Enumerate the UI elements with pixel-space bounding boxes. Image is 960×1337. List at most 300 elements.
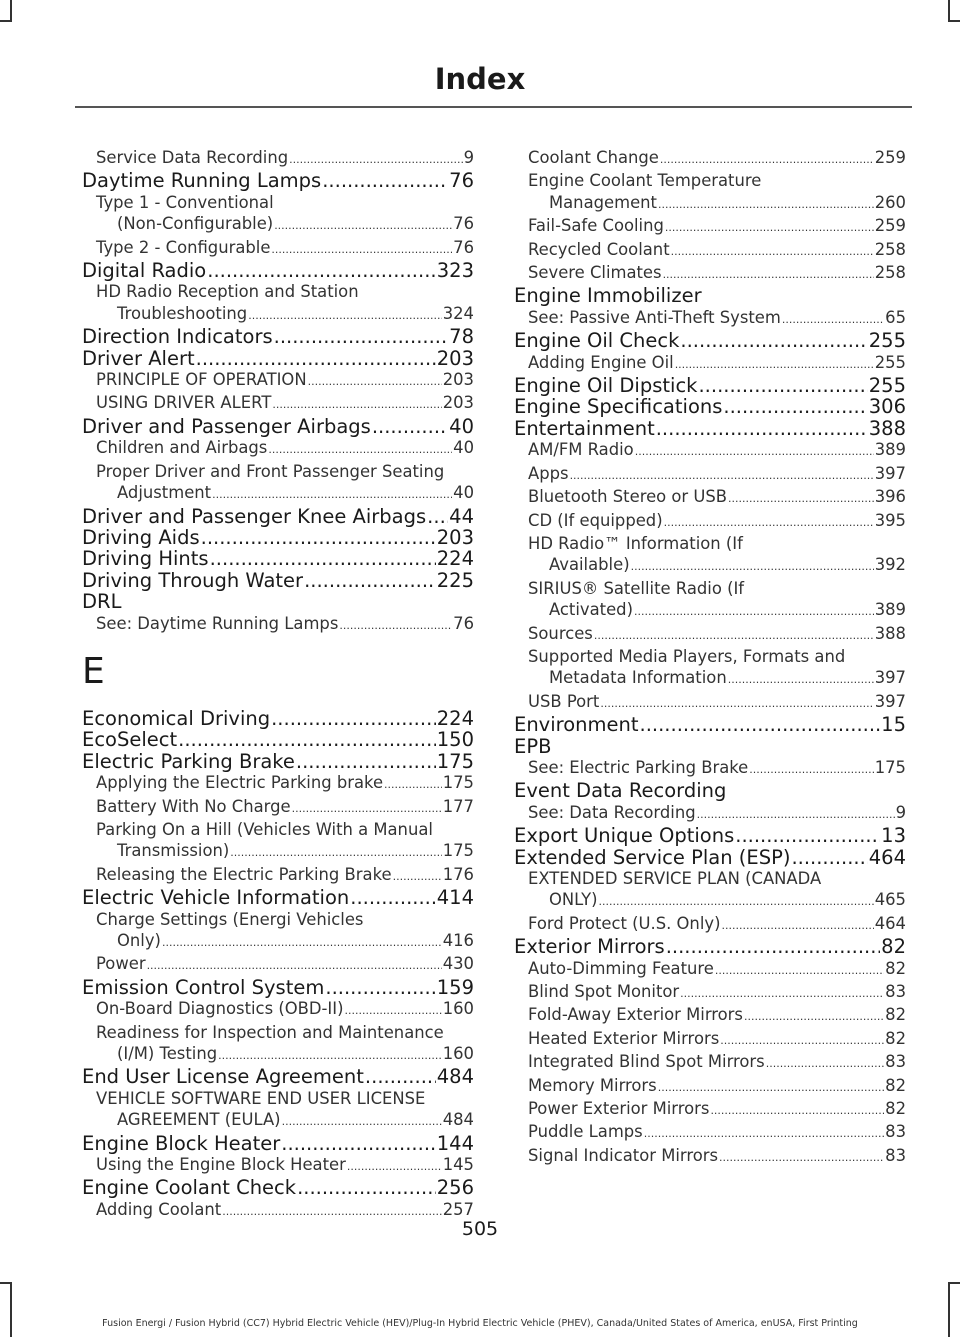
- entry-text: Fail-Safe Cooling: [528, 216, 664, 236]
- dot-leader: [720, 1030, 884, 1051]
- entry-page-number: 145: [442, 1155, 474, 1175]
- crop-mark-top-left-v: [10, 0, 12, 22]
- index-subentry: [514, 1098, 906, 1121]
- dot-leader: [212, 484, 452, 505]
- entry-text: Troubleshooting: [117, 303, 248, 323]
- entry-text: Event Data Recording: [514, 779, 727, 803]
- dot-leader: [325, 977, 435, 998]
- entry-text: DRL: [82, 590, 122, 614]
- index-entry: [514, 780, 906, 801]
- index-subentry: [82, 437, 474, 460]
- index-subentry: [514, 868, 906, 913]
- dot-leader: [393, 866, 442, 887]
- index-entry: [514, 375, 906, 396]
- index-entry: [82, 416, 474, 437]
- entry-page-number: 175: [442, 773, 474, 793]
- entry-page-number: 203: [436, 525, 474, 549]
- index-entry: [82, 170, 474, 191]
- dot-leader: [218, 1045, 442, 1066]
- entry-text: (I/M) Testing: [117, 1044, 218, 1064]
- dot-leader: [282, 1111, 442, 1132]
- entry-page-number: 203: [442, 393, 474, 413]
- entry-text: Engine Block Heater: [82, 1131, 281, 1155]
- entry-text: Economical Driving: [82, 706, 271, 730]
- index-subentry: [82, 1088, 474, 1133]
- index-subentry: [514, 757, 906, 780]
- entry-page-number: 176: [442, 864, 474, 884]
- index-entry: [82, 887, 474, 908]
- entry-page-number: 44: [449, 504, 474, 528]
- index-subentry: [514, 646, 906, 691]
- index-subentry: [82, 953, 474, 976]
- index-subentry: [514, 1145, 906, 1168]
- entry-text: Recycled Coolant: [528, 239, 670, 259]
- entry-text: See: Daytime Running Lamps: [96, 613, 339, 633]
- index-subentry: [82, 1154, 474, 1177]
- entry-text: Engine Specifications: [514, 395, 723, 419]
- dot-leader: [719, 1147, 884, 1168]
- dot-leader: [297, 1177, 436, 1198]
- entry-page-number: 388: [874, 623, 906, 643]
- index-entry: [514, 736, 906, 757]
- entry-text: Adding Coolant: [96, 1199, 222, 1219]
- index-entry: [514, 285, 906, 306]
- entry-page-number: 255: [868, 374, 906, 398]
- dot-leader: [230, 842, 441, 863]
- entry-page-number: 40: [453, 438, 474, 458]
- dot-leader: [304, 570, 436, 591]
- index-subentry: [514, 352, 906, 375]
- index-subentry: [82, 909, 474, 954]
- dot-leader: [289, 149, 462, 170]
- entry-text: Environment: [514, 713, 639, 737]
- index-subentry: [82, 147, 474, 170]
- index-entry: [82, 729, 474, 750]
- entry-text: Power: [96, 954, 146, 974]
- dot-leader: [339, 615, 452, 636]
- entry-text: Puddle Lamps: [528, 1122, 643, 1142]
- entry-text: CD (If equipped): [528, 510, 663, 530]
- dot-leader: [697, 804, 895, 825]
- entry-text: Only): [117, 931, 161, 950]
- footer-text: Fusion Energi / Fusion Hybrid (CC7) Hybrid Electric Vehicle (HEV)/Plug-In Hybrid Electric Vehicle (PHEV), Canada/United States of America, enUSA, First Printing: [102, 1318, 858, 1329]
- entry-page-number: 144: [436, 1131, 474, 1155]
- entry-text: Signal Indicator Mirrors: [528, 1145, 719, 1165]
- entry-page-number: 13: [881, 824, 906, 848]
- index-entry: [514, 330, 906, 351]
- index-subentry: [82, 392, 474, 415]
- index-subentry: [82, 796, 474, 819]
- entry-text: Integrated Blind Spot Mirrors: [528, 1052, 765, 1072]
- dot-leader: [658, 194, 874, 215]
- entry-page-number: 224: [436, 547, 474, 571]
- entry-page-number: 430: [442, 954, 474, 974]
- entry-text: Sources: [528, 623, 593, 643]
- entry-text: Driving Hints: [82, 547, 209, 571]
- index-entry: [514, 936, 906, 957]
- entry-text: Using the Engine Block Heater: [96, 1155, 346, 1175]
- entry-page-number: 389: [874, 440, 906, 460]
- entry-page-number: 82: [885, 1028, 906, 1048]
- dot-leader: [749, 759, 873, 780]
- entry-text: AGREEMENT (EULA): [117, 1110, 281, 1130]
- dot-leader: [640, 714, 881, 735]
- entry-text: Daytime Running Lamps: [82, 169, 322, 193]
- index-subentry: [82, 864, 474, 887]
- entry-text: Bluetooth Stereo or USB: [528, 487, 728, 507]
- crop-mark-top-right-v: [948, 0, 950, 22]
- dot-leader: [296, 751, 436, 772]
- entry-text: Engine Immobilizer: [514, 284, 702, 308]
- entry-page-number: 397: [874, 463, 906, 483]
- dot-leader: [663, 264, 874, 285]
- dot-leader: [344, 1000, 441, 1021]
- index-entry: [82, 1177, 474, 1198]
- index-subentry: [514, 958, 906, 981]
- entry-text: Heated Exterior Mirrors: [528, 1028, 720, 1048]
- entry-text: HD Radio™ Information (If: [528, 533, 743, 553]
- dot-leader: [744, 1006, 884, 1027]
- entry-page-number: 258: [874, 239, 906, 259]
- entry-text: See: Electric Parking Brake: [528, 757, 749, 777]
- index-entry: [82, 260, 474, 281]
- entry-page-number: 397: [874, 668, 906, 688]
- entry-text: (Non-Configurable): [117, 214, 274, 234]
- index-subentry: [82, 237, 474, 260]
- entry-text: AM/FM Radio: [528, 440, 634, 460]
- entry-page-number: 306: [868, 395, 906, 419]
- entry-text: HD Radio Reception and Station: [96, 282, 359, 302]
- entry-page-number: 76: [453, 613, 474, 633]
- entry-text: Driving Aids: [82, 525, 200, 549]
- index-subentry: [514, 1075, 906, 1098]
- dot-leader: [728, 669, 874, 690]
- entry-text: Electric Parking Brake: [82, 749, 295, 773]
- entry-text: See: Passive Anti-Theft System: [528, 307, 781, 327]
- entry-page-number: 150: [436, 728, 474, 752]
- dot-leader: [248, 305, 442, 326]
- dot-leader: [274, 215, 452, 236]
- dot-leader: [721, 915, 873, 936]
- entry-text: Battery With No Charge: [96, 796, 291, 816]
- crop-mark-top-right-h: [948, 20, 960, 22]
- entry-text: Available): [549, 555, 630, 575]
- entry-page-number: 465: [874, 890, 906, 910]
- entry-page-number: 464: [874, 913, 906, 933]
- index-subentry: [514, 802, 906, 825]
- index-subentry: [514, 239, 906, 262]
- dot-leader: [292, 798, 442, 819]
- entry-text: Type 2 - Configurable: [96, 237, 271, 257]
- dot-leader: [594, 625, 874, 646]
- entry-page-number: 160: [442, 1044, 474, 1064]
- entry-page-number: 159: [436, 975, 474, 999]
- entry-page-number: 78: [449, 325, 474, 349]
- entry-text: ONLY): [549, 890, 598, 910]
- entry-text: Extended Service Plan (ESP): [514, 845, 791, 869]
- entry-page-number: 177: [442, 796, 474, 816]
- entry-text: Emission Control System: [82, 975, 325, 999]
- entry-page-number: 9: [895, 802, 906, 822]
- entry-text: Service Data Recording: [96, 148, 289, 167]
- index-entry: [514, 714, 906, 735]
- entry-page-number: 255: [874, 352, 906, 372]
- index-subentry: [514, 262, 906, 285]
- entry-text: USB Port: [528, 691, 600, 711]
- entry-page-number: 82: [885, 1075, 906, 1095]
- entry-page-number: 175: [874, 757, 906, 777]
- dot-leader: [350, 887, 435, 908]
- dot-leader: [274, 326, 449, 347]
- index-subentry: [514, 1004, 906, 1027]
- dot-leader: [766, 1053, 884, 1074]
- dot-leader: [599, 891, 874, 912]
- index-subentry: [514, 981, 906, 1004]
- dot-leader: [365, 1066, 436, 1087]
- entry-page-number: 324: [442, 303, 474, 323]
- index-subentry: [514, 913, 906, 936]
- index-subentry: [514, 1028, 906, 1051]
- index-subentry: [514, 1121, 906, 1144]
- dot-leader: [272, 394, 441, 415]
- entry-text: Driver Alert: [82, 346, 195, 370]
- dot-leader: [698, 375, 867, 396]
- entry-text: Exterior Mirrors: [514, 935, 665, 959]
- entry-text: Severe Climates: [528, 263, 662, 283]
- entry-page-number: 83: [885, 1052, 906, 1072]
- entry-text: Memory Mirrors: [528, 1075, 657, 1095]
- entry-text: Digital Radio: [82, 259, 207, 283]
- index-entry: [82, 751, 474, 772]
- index-subentry: [514, 170, 906, 215]
- dot-leader: [347, 1156, 442, 1177]
- entry-text: Blind Spot Monitor: [528, 982, 680, 1002]
- entry-page-number: 76: [453, 237, 474, 257]
- entry-page-number: 259: [874, 148, 906, 167]
- dot-leader: [666, 936, 880, 957]
- index-subentry: [514, 147, 906, 170]
- dot-leader: [162, 932, 442, 953]
- dot-leader: [660, 149, 874, 170]
- entry-page-number: 82: [885, 1005, 906, 1025]
- entry-text: End User License Agreement: [82, 1065, 364, 1089]
- dot-leader: [658, 1077, 884, 1098]
- dot-leader: [644, 1123, 884, 1144]
- index-subentry: [514, 623, 906, 646]
- dot-leader: [656, 418, 868, 439]
- dot-leader: [635, 441, 874, 462]
- section-letter: E: [82, 650, 105, 692]
- entry-page-number: 416: [442, 931, 474, 950]
- index-subentry: [82, 281, 474, 326]
- page-number: 505: [461, 1218, 499, 1240]
- entry-page-number: 82: [885, 958, 906, 978]
- dot-leader: [384, 774, 442, 795]
- index-subentry: [82, 772, 474, 795]
- index-entry: [82, 527, 474, 548]
- index-subentry: [514, 486, 906, 509]
- dot-leader: [631, 556, 874, 577]
- entry-page-number: 396: [874, 487, 906, 507]
- dot-leader: [147, 955, 442, 976]
- entry-page-number: 15: [881, 713, 906, 737]
- index-column-right: [514, 147, 906, 1168]
- entry-page-number: 256: [436, 1176, 474, 1200]
- index-subentry: [514, 510, 906, 533]
- dot-leader: [791, 847, 867, 868]
- entry-page-number: 255: [868, 329, 906, 353]
- entry-page-number: 65: [885, 307, 906, 327]
- dot-leader: [308, 371, 442, 392]
- index-entry: [82, 506, 474, 527]
- entry-page-number: 40: [449, 414, 474, 438]
- index-entry: [514, 825, 906, 846]
- index-entry: [82, 570, 474, 591]
- dot-leader: [710, 1100, 884, 1121]
- entry-page-number: 414: [436, 886, 474, 910]
- index-subentry: [514, 463, 906, 486]
- entry-text: Auto-Dimming Feature: [528, 958, 714, 978]
- index-entry: [82, 708, 474, 729]
- dot-leader: [735, 825, 880, 846]
- index-entry: [82, 348, 474, 369]
- entry-page-number: 9: [463, 148, 474, 167]
- dot-leader: [322, 170, 448, 191]
- entry-page-number: 484: [442, 1110, 474, 1130]
- entry-text: Charge Settings (Energi Vehicles: [96, 909, 364, 929]
- dot-leader: [782, 309, 884, 330]
- entry-page-number: 464: [868, 845, 906, 869]
- entry-text: EPB: [514, 734, 552, 758]
- dot-leader: [671, 241, 874, 262]
- entry-text: EXTENDED SERVICE PLAN (CANADA: [528, 869, 822, 888]
- index-entry: [82, 977, 474, 998]
- dot-leader: [664, 512, 874, 533]
- page-title: Index: [434, 62, 526, 96]
- entry-page-number: 82: [881, 935, 906, 959]
- index-subentry: [514, 307, 906, 330]
- entry-text: Coolant Change: [528, 148, 659, 167]
- dot-leader: [723, 396, 867, 417]
- entry-page-number: 258: [874, 263, 906, 283]
- dot-leader: [210, 548, 436, 569]
- entry-text: Export Unique Options: [514, 824, 735, 848]
- dot-leader: [268, 439, 452, 460]
- dot-leader: [281, 1133, 436, 1154]
- entry-text: Engine Coolant Temperature: [528, 171, 762, 191]
- entry-page-number: 160: [442, 999, 474, 1019]
- entry-page-number: 323: [436, 259, 474, 283]
- entry-text: Electric Vehicle Information: [82, 886, 350, 910]
- index-subentry: [82, 613, 474, 636]
- index-entry: [82, 1133, 474, 1154]
- entry-text: See: Data Recording: [528, 802, 696, 822]
- dot-leader: [634, 601, 874, 622]
- dot-leader: [178, 729, 436, 750]
- crop-mark-bottom-left-h: [0, 1282, 12, 1284]
- index-subentry: [514, 691, 906, 714]
- index-subentry: [514, 439, 906, 462]
- entry-page-number: 83: [885, 1122, 906, 1142]
- entry-text: Fold-Away Exterior Mirrors: [528, 1005, 743, 1025]
- entry-text: Applying the Electric Parking brake: [96, 773, 384, 793]
- entry-page-number: 82: [885, 1099, 906, 1119]
- entry-text: Engine Oil Dipstick: [514, 374, 698, 398]
- entry-page-number: 224: [436, 706, 474, 730]
- index-entry: [514, 847, 906, 868]
- entry-text: PRINCIPLE OF OPERATION: [96, 370, 307, 390]
- entry-text: On-Board Diagnostics (OBD-II): [96, 999, 344, 1019]
- entry-text: Supported Media Players, Formats and: [528, 646, 846, 666]
- entry-text: Type 1 - Conventional: [96, 192, 274, 212]
- index-entry: [82, 548, 474, 569]
- dot-leader: [600, 693, 873, 714]
- dot-leader: [271, 239, 452, 260]
- entry-page-number: 388: [868, 416, 906, 440]
- entry-text: Parking On a Hill (Vehicles With a Manual: [96, 819, 433, 839]
- dot-leader: [675, 354, 874, 375]
- dot-leader: [728, 488, 874, 509]
- entry-page-number: 203: [436, 346, 474, 370]
- entry-page-number: 389: [874, 600, 906, 620]
- index-subentry: [82, 1022, 474, 1067]
- entry-page-number: 397: [874, 691, 906, 711]
- dot-leader: [201, 527, 436, 548]
- dot-leader: [665, 217, 874, 238]
- index-subentry: [514, 578, 906, 623]
- entry-text: Power Exterior Mirrors: [528, 1099, 710, 1119]
- index-subentry: [82, 192, 474, 237]
- entry-text: Engine Coolant Check: [82, 1176, 297, 1200]
- entry-text: Driving Through Water: [82, 568, 304, 592]
- index-entry: [514, 418, 906, 439]
- dot-leader: [715, 960, 884, 981]
- entry-page-number: 395: [874, 510, 906, 530]
- entry-page-number: 175: [436, 749, 474, 773]
- dot-leader: [680, 330, 867, 351]
- crop-mark-bottom-right-h: [948, 1282, 960, 1284]
- index-entry: [514, 396, 906, 417]
- entry-text: Apps: [528, 463, 569, 483]
- entry-text: Adding Engine Oil: [528, 352, 674, 372]
- dot-leader: [207, 260, 436, 281]
- entry-text: Management: [549, 192, 657, 212]
- dot-leader: [196, 348, 436, 369]
- entry-text: SIRIUS® Satellite Radio (If: [528, 578, 745, 598]
- index-subentry: [82, 369, 474, 392]
- entry-page-number: 257: [442, 1199, 474, 1219]
- entry-text: Transmission): [117, 841, 230, 861]
- entry-page-number: 225: [436, 568, 474, 592]
- index-subentry: [82, 461, 474, 506]
- entry-text: Driver and Passenger Knee Airbags: [82, 504, 427, 528]
- dot-leader: [570, 465, 874, 486]
- entry-text: Activated): [549, 600, 633, 620]
- entry-text: Proper Driver and Front Passenger Seating: [96, 461, 445, 481]
- header-divider: [75, 106, 912, 108]
- entry-page-number: 76: [453, 214, 474, 234]
- index-subentry: [514, 1051, 906, 1074]
- index-subentry: [514, 533, 906, 578]
- entry-text: Adjustment: [117, 483, 212, 503]
- entry-text: EcoSelect: [82, 728, 178, 752]
- entry-text: Driver and Passenger Airbags: [82, 414, 371, 438]
- entry-page-number: 83: [885, 1145, 906, 1165]
- entry-page-number: 40: [453, 483, 474, 503]
- entry-text: VEHICLE SOFTWARE END USER LICENSE: [96, 1088, 426, 1108]
- index-subentry: [82, 819, 474, 864]
- index-subentry: [514, 215, 906, 238]
